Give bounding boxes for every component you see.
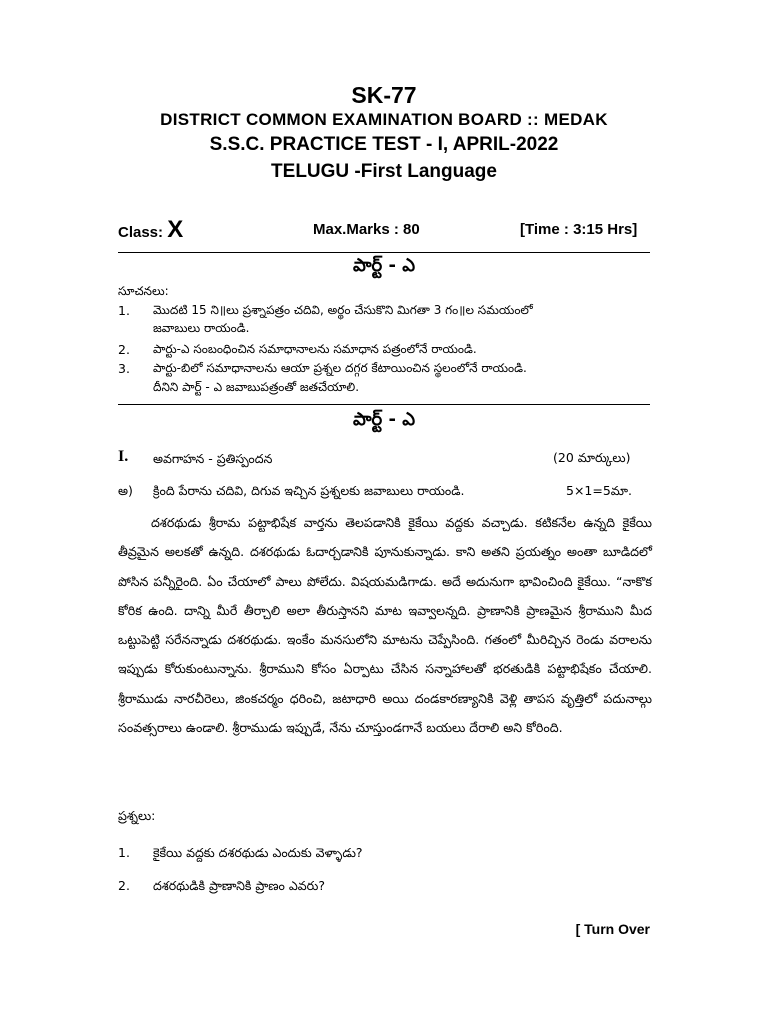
section-title: అవగాహన - ప్రతిస్పందన (153, 451, 273, 466)
instruction-3-line1: పార్టు-బిలో సమాధానాలను ఆయా ప్రశ్నల దగ్గర కేటాయించిన స్థలంలోనే రాయండి. (153, 361, 527, 375)
board-name: DISTRICT COMMON EXAMINATION BOARD :: MEDAK (160, 110, 608, 129)
section-numeral: I. (118, 448, 129, 465)
paper-code: SK-77 (351, 82, 417, 108)
instruction-2: పార్టు-ఎ సంబంధించిన సమాధానాలను సమాధాన పత్రంలోనే రాయండి. (153, 342, 477, 356)
passage: దశరథుడు శ్రీరామ పట్టాభిషేక వార్తను తెలపడానికి కైకేయి వద్దకు వచ్చాడు. కటికనేల ఉన్నది కైకేయి తీవ్రమైన అలకతో ఉన్నది. దశరథుడు ఓదార్చడానికి పూనుకున్నాడు. కాని అతని ప్రయత్నం అంతా బూడిదలో పోసిన పన్నీరైంది. ఏం చేయాలో పాలు పోలేదు. విషయమడిగాడు. అదే అదునుగా భావించింది కైకేయి. “నాకొక కోరిక ఉంది. దాన్ని మీరే తీర్చాలి అలా తీరుస్తానని మాట ఇవ్వాలన్నది. ప్రాణానికి ప్రాణమైన శ్రీరాముని మీద ఒట్టుపెట్టి సరేనన్నాడు దశరథుడు. ఇంకేం మనసులోని మాటను చెప్పేసింది. గతంలో మీరిచ్చిన రెండు వరాలను ఇప్పుడు కోరుకుంటున్నాను. శ్రీరాముని కోసం ఏర్పాటు చేసిన సన్నాహాలతో భరతుడికి పట్టాభిషేకం చేయాలి. శ్రీరాముడు నారచీరెలు, జింకచర్మం ధరించి, జటాధారి అయి దండకారణ్యానికి వెళ్లి తాపస వృత్తిలో పదునాల్గు సంవత్సరాలు ఉండాలి. శ్రీరాముడు ఇప్పుడే, నేను చూస్తుండగానే బయలు దేరాలి అని కోరింది. (118, 515, 652, 736)
instruction-num-1: 1. (118, 303, 130, 318)
question-num-2: 2. (118, 878, 130, 893)
instruction-1-line1: మొదటి 15 ని॥లు ప్రశ్నాపత్రం చదివి, అర్థం చేసుకొని మిగతా 3 గం॥ల సమయంలో (153, 303, 533, 317)
question-1: కైకేయి వద్దకు దశరథుడు ఎందుకు వెళ్ళాడు? (153, 845, 363, 860)
test-title: S.S.C. PRACTICE TEST - I, APRIL-2022 (209, 134, 559, 155)
subsection-marks: 5×1=5మా. (566, 483, 633, 498)
instruction-1-line2: జవాబులు రాయండి. (153, 321, 250, 335)
subject-title: TELUGU -First Language (271, 161, 497, 182)
divider-bottom (118, 404, 650, 405)
class-info (118, 216, 183, 244)
question-num-1: 1. (118, 845, 130, 860)
turn-over-note: [ Turn Over (575, 921, 650, 937)
section-marks: (20 మార్కులు) (553, 450, 631, 465)
instruction-num-3: 3. (118, 361, 130, 376)
subsection-label: అ) (118, 483, 133, 498)
max-marks: Max.Marks : 80 (313, 221, 420, 238)
divider-top (118, 252, 650, 253)
question-2: దశరథుడికి ప్రాణానికి ప్రాణం ఎవరు? (153, 878, 326, 893)
part-title-1: పార్ట్ - ఎ (352, 255, 416, 276)
instruction-num-2: 2. (118, 342, 130, 357)
instruction-3-line2: దీనిని పార్ట్ - ఎ జవాబుపత్రంతో జతచేయాలి. (153, 380, 360, 394)
part-title-2: పార్ట్ - ఎ (352, 409, 416, 430)
class-value: X (167, 216, 184, 243)
instructions-heading: సూచనలు: (118, 284, 169, 298)
class-label: Class: (118, 224, 164, 241)
questions-heading: ప్రశ్నలు: (118, 808, 156, 823)
subsection-instruction: క్రింది పేరాను చదివి, దిగువ ఇచ్చిన ప్రశ్నలకు జవాబులు రాయండి. (153, 483, 465, 498)
time-limit: [Time : 3:15 Hrs] (520, 221, 638, 238)
